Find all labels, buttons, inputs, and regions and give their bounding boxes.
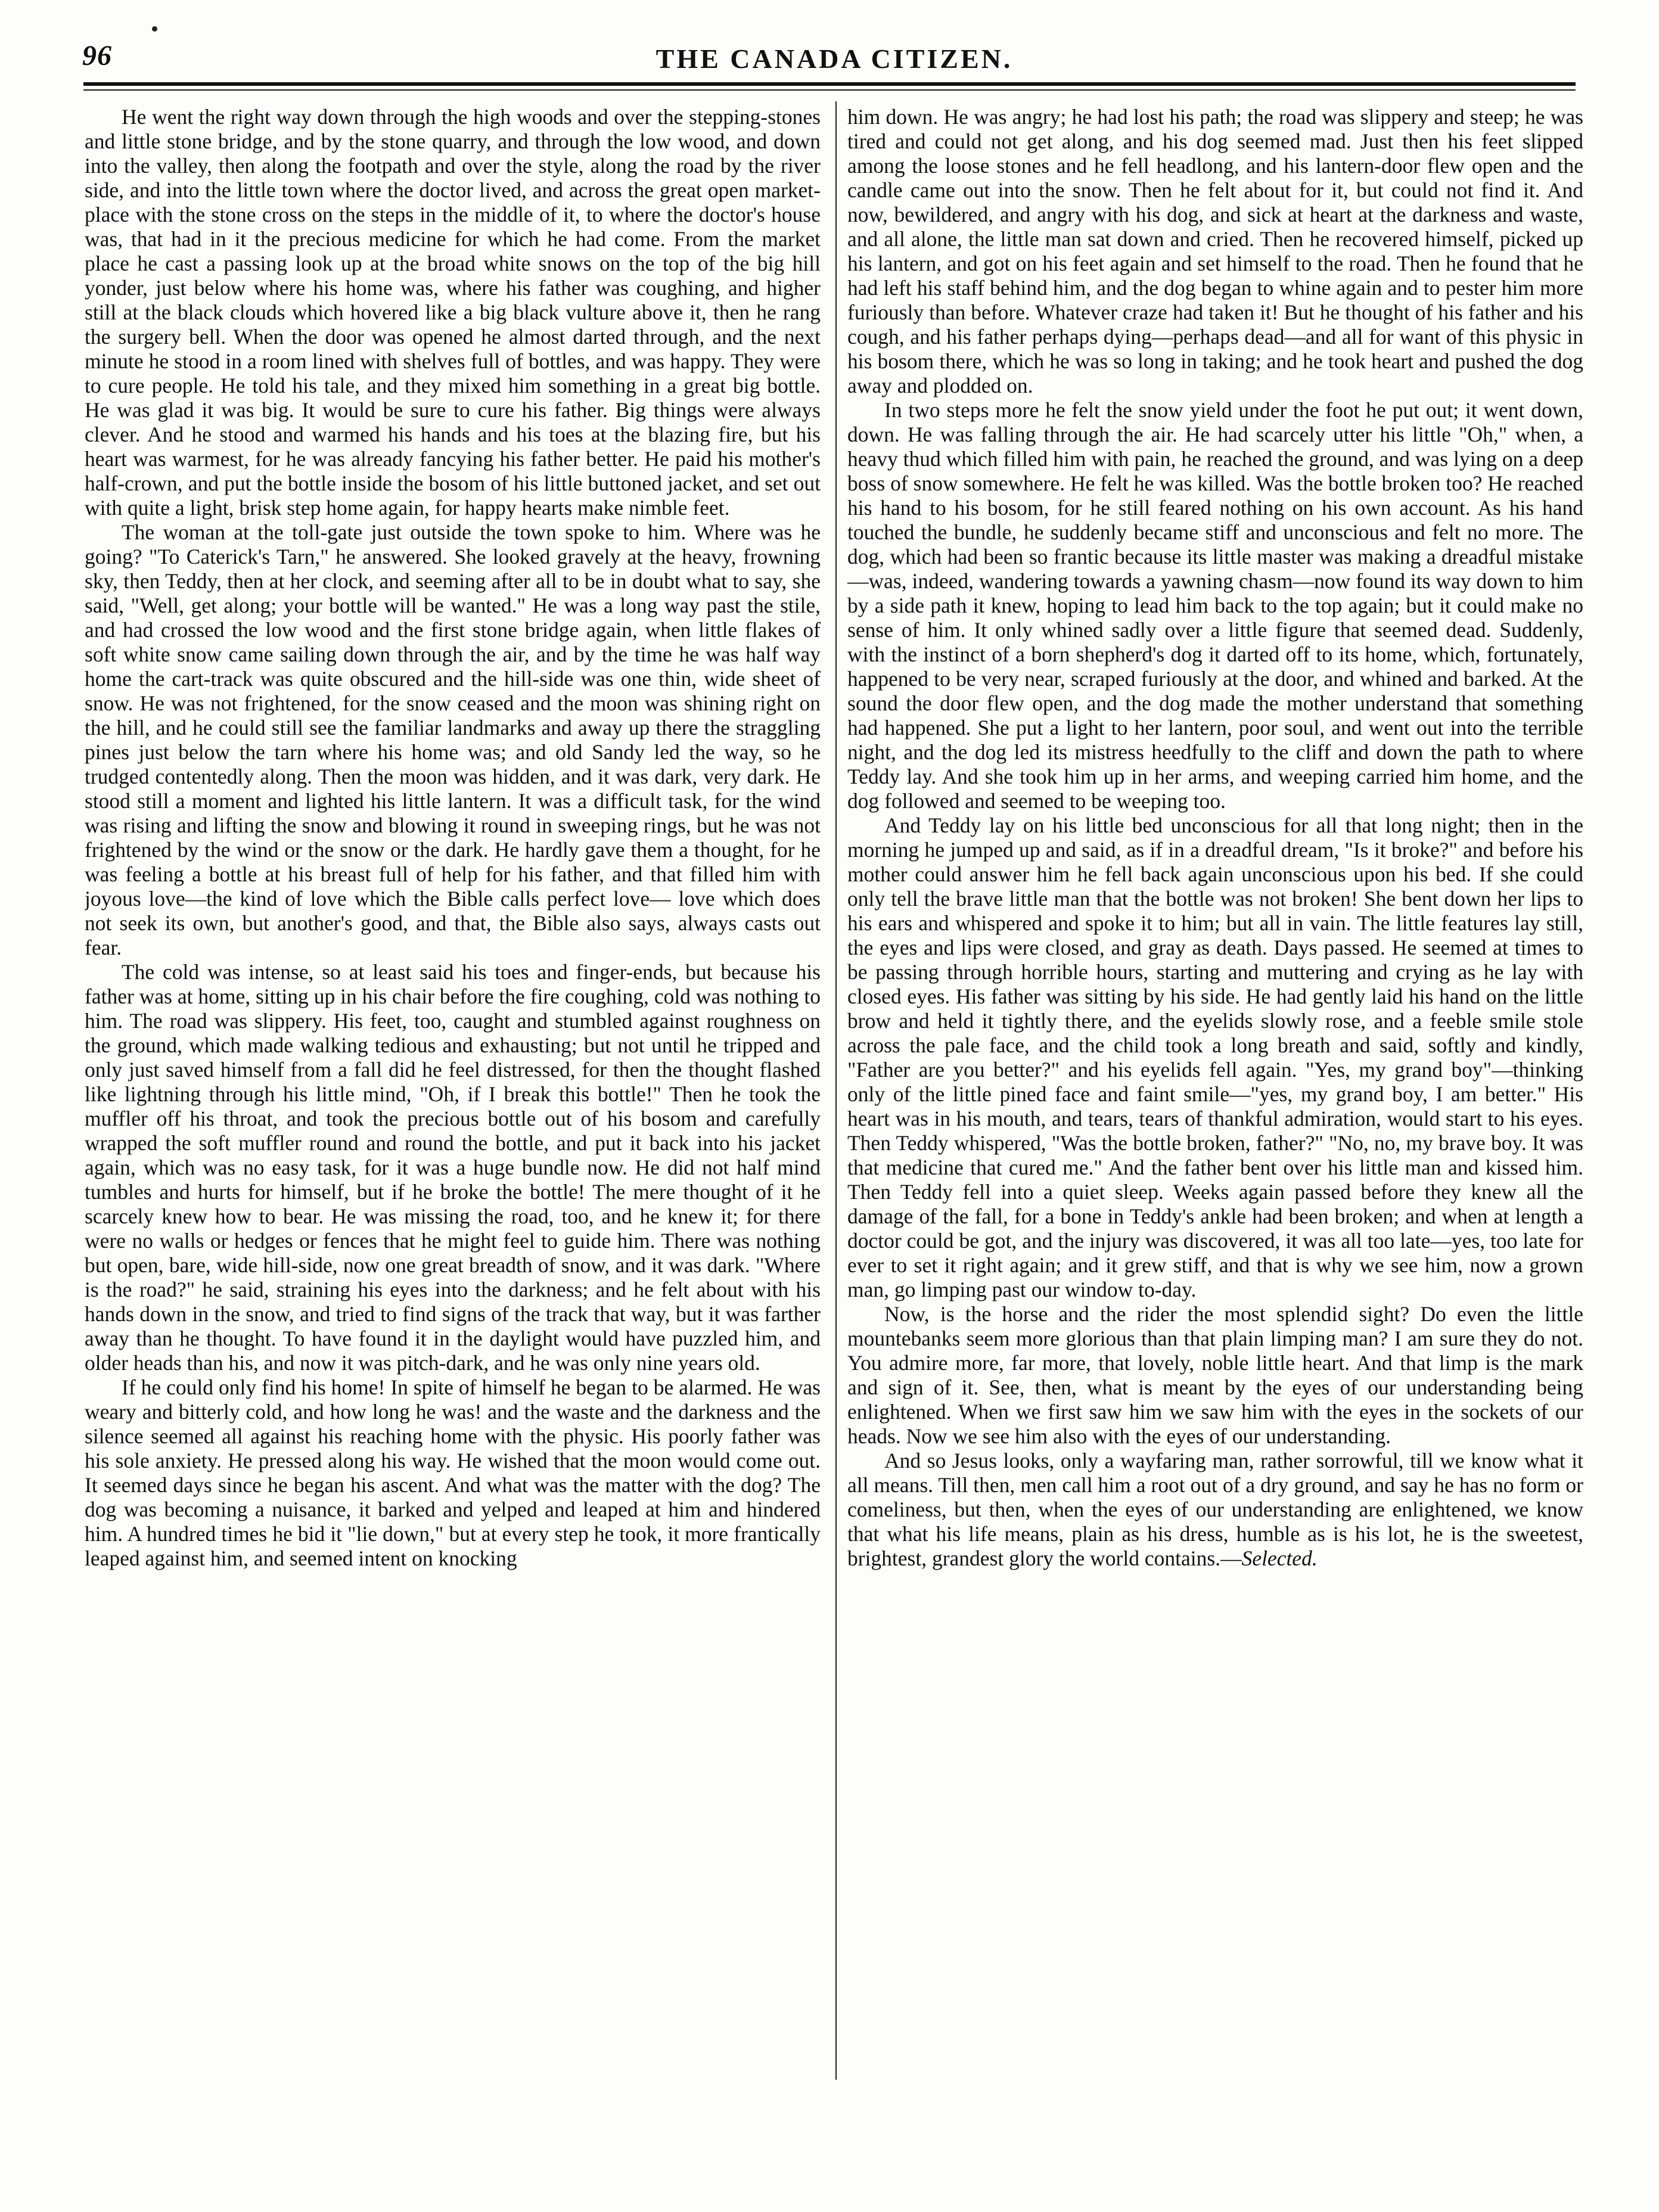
ink-speck [152, 26, 157, 32]
attribution: Selected. [1241, 1546, 1318, 1570]
paragraph: If he could only find his home! In spite of himself he began to be alarmed. He was weary and bitterly cold, and how long he was! and the waste and the darkness and the silence seemed all against his reaching home with the physic. His poorly father was his sole anxiety. He pressed along his way. He wished that the moon would come out. It seemed days since he began his ascent. And what was the matter with the dog? The dog was becoming a nuisance, it barked and yelped and leaped at him and hindered him. A hundred times he bid it "lie down," but at every step he took, it more frantically leaped against him, and seemed intent on knocking [85, 1375, 821, 1570]
paragraph: In two steps more he felt the snow yield under the foot he put out; it went down, down. He was falling through the air. He had scarcely utter his little "Oh," when, a heavy thud which filled him with pain, he reached the ground, and was lying on a deep boss of snow somewhere. He felt he was killed. Was the bottle broken too? He reached his hand to his bosom, for he still feared nothing on his own account. As his hand touched the bundle, he suddenly became stiff and unconscious and felt no more. The dog, which had been so frantic because its little master was making a dreadful mistake—was, indeed, wandering towards a yawning chasm—now found its way down to him by a side path it knew, hoping to lead him back to the top again; but it could make no sense of him. It only whined sadly over a little figure that seemed dead. Suddenly, with the instinct of a born shepherd's dog it darted off to its home, which, fortunately, happened to be very near, scraped furiously at the door, and whined and barked. At the sound the door flew open, and the dog made the mother understand that something had happened. She put a light to her lantern, poor soul, and went out into the terrible night, and the dog led its mistress heedfully to the cliff and down the path to where Teddy lay. And she took him up in her arms, and weeping carried him home, and the dog followed and seemed to be weeping too. [847, 398, 1583, 813]
header-rule-thin [83, 89, 1576, 91]
paragraph: The woman at the toll-gate just outside the town spoke to him. Where was he going? "To Caterick's Tarn," he answered. She looked gravely at the heavy, frowning sky, then Teddy, then at her clock, and seeming after all to be in doubt what to say, she said, "Well, get along; your bottle will be wanted." He was a long way past the stile, and had crossed the low wood and the first stone bridge again, when little flakes of soft white snow came sailing down through the air, and by the time he was half way home the cart-track was quite obscured and the hill-side was one thin, wide sheet of snow. He was not frightened, for the snow ceased and the moon was shining right on the hill, and he could still see the familiar landmarks and away up there the straggling pines just below the tarn where his home was; and old Sandy led the way, so he trudged contentedly along. Then the moon was hidden, and it was dark, very dark. He stood still a moment and lighted his little lantern. It was a difficult task, for the wind was rising and lifting the snow and blowing it round in sweeping rings, but he was not frightened by the wind or the snow or the dark. He hardly gave them a thought, for he was feeling a bottle at his breast full of help for his father, and that filled him with joyous love—the kind of love which the Bible calls perfect love— love which does not seek its own, but another's good, and that, the Bible also says, always casts out fear. [85, 520, 821, 959]
page-number: 96 [82, 40, 112, 72]
paragraph: And Teddy lay on his little bed unconscious for all that long night; then in the morning he jumped up and said, as if in a dreadful dream, "Is it broke?" and before his mother could answer him he fell back again unconscious upon his bed. If she could only tell the brave little man that the bottle was not broken! She bent down her lips to his ears and whispered and spoke it to him; but all in vain. The little features lay still, the eyes and lips were closed, and gray as death. Days passed. He seemed at times to be passing through horrible hours, starting and muttering and crying as he lay with closed eyes. His father was sitting by his side. He had gently laid his hand on the little brow and held it tightly there, and the eyelids slowly rose, and a feeble smile stole across the pale face, and the child took a long breath and said, softly and kindly, "Father are you better?" and his eyelids fell again. "Yes, my grand boy"—thinking only of the little pined face and faint smile—"yes, my grand boy, I am better." His heart was in his mouth, and tears, tears of thankful admiration, would start to his eyes. Then Teddy whispered, "Was the bottle broken, father?" "No, no, my brave boy. It was that medicine that cured me." And the father bent over his little man and kissed him. Then Teddy fell into a quiet sleep. Weeks again passed before they knew all the damage of the fall, for a bone in Teddy's ankle had been broken; and when at length a doctor could be got, and the injury was discovered, it was all too late—yes, too late for ever to set it right again; and it grew stiff, and that is why we see him, now a grown man, go limping past our window to-day. [847, 813, 1583, 1301]
masthead-title: THE CANADA CITIZEN. [655, 44, 1013, 74]
header-rule-thick [83, 82, 1576, 86]
paragraph: He went the right way down through the high woods and over the stepping-stones and little stone bridge, and by the stone quarry, and through the low wood, and down into the valley, then along the footpath and over the style, along the road by the river side, and into the little town where the doctor lived, and across the great open market-place with the stone cross on the steps in the middle of it, to where the doctor's house was, that had in it the precious medicine for which he had come. From the market place he cast a passing look up at the broad white snows on the top of the big hill yonder, just below where his home was, where his father was coughing, and higher still at the black clouds which hovered like a big black vulture above it, then he rang the surgery bell. When the door was opened he almost darted through, and the next minute he stood in a room lined with shelves full of bottles, and was happy. They were to cure people. He told his tale, and they mixed him something in a great big bottle. He was glad it was big. It would be sure to cure his father. Big things were always clever. And he stood and warmed his hands and his toes at the blazing fire, but his heart was warmest, for he was already fancying his father better. He paid his mother's half-crown, and put the bottle inside the bosom of his little buttoned jacket, and set out with quite a light, brisk step home again, for happy hearts make nimble feet. [85, 105, 821, 520]
closing-text: And so Jesus looks, only a wayfaring man, rather sorrowful, till we know what it all means. Till then, men call him a root out of a dry ground, and say he has no form or comeliness, but then, when the eyes of our understanding are enlightened, we know that what his life means, plain as his dress, humble as is his lot, he is the sweetest, brightest, grandest glory the world contains.— [847, 1449, 1583, 1570]
paragraph: The cold was intense, so at least said his toes and finger-ends, but because his father was at home, sitting up in his chair before the fire coughing, cold was nothing to him. The road was slippery. His feet, too, caught and stumbled against roughness on the ground, which made walking tedious and exhausting; but not until he tripped and only just saved himself from a fall did he feel distressed, for then the thought flashed like lightning through his little mind, "Oh, if I break this bottle!" Then he took the muffler off his throat, and took the precious bottle out of his bosom and carefully wrapped the soft muffler round and round the bottle, and put it back into his jacket again, which was no easy task, for it was a huge bundle now. He did not half mind tumbles and hurts for himself, but if he broke the bottle! The mere thought of it he scarcely knew how to bear. He was missing the road, too, and he knew it; for there were no walls or hedges or fences that he might feel to guide him. There was nothing but open, bare, wide hill-side, now one great breadth of snow, and it was dark. "Where is the road?" he said, straining his eyes into the darkness; and he felt about with his hands down in the snow, and tried to find signs of the track that way, but it was farther away than he thought. To have found it in the daylight would have puzzled him, and older heads than his, and now it was pitch-dark, and he was only nine years old. [85, 960, 821, 1375]
closing-paragraph [847, 1449, 1583, 1571]
column-divider [835, 101, 837, 2080]
right-column [847, 105, 1583, 2077]
paragraph-continued: him down. He was angry; he had lost his path; the road was slippery and steep; he was tired and could not get along, and his dog seemed mad. Just then his feet slipped among the loose stones and he fell headlong, and his lantern-door flew open and the candle came out into the snow. Then he felt about for it, but could not find it. And now, bewildered, and angry with his dog, and sick at heart at the darkness and waste, and all alone, the little man sat down and cried. Then he recovered himself, picked up his lantern, and got on his feet again and set himself to the road. Then he found that he had left his staff behind him, and the dog began to whine again and to pester him more furiously than before. Whatever craze had taken it! But he thought of his father and his cough, and his father perhaps dying—perhaps dead—and all for want of this physic in his bosom there, which he was so long in taking; and he took heart and pushed the dog away and plodded on. [847, 105, 1583, 397]
paragraph: Now, is the horse and the rider the most splendid sight? Do even the little mountebanks seem more glorious than that plain limping man? I am sure they do not. You admire more, far more, that lovely, noble little heart. And that limp is the mark and sign of it. See, then, what is meant by the eyes of our understanding being enlightened. When we first saw him we saw him with the eyes in the sockets of our heads. Now we see him also with the eyes of our understanding. [847, 1302, 1583, 1448]
left-column [85, 105, 821, 2077]
